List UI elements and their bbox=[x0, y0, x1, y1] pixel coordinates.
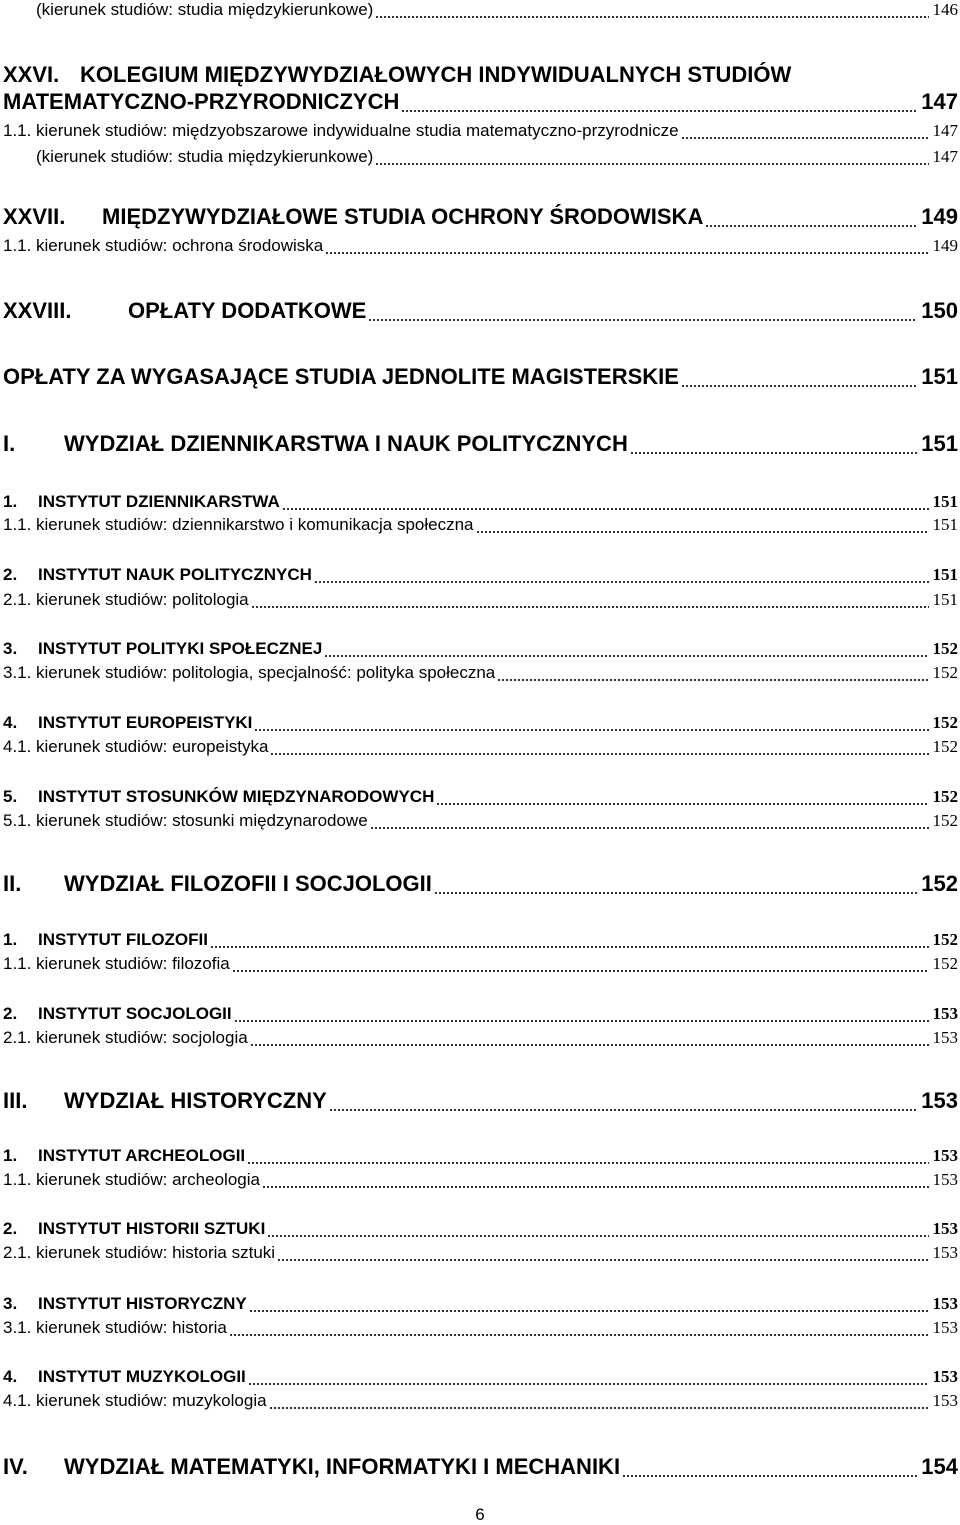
toc-title: INSTYTUT STOSUNKÓW MIĘDZYNARODOWYCH bbox=[38, 787, 435, 806]
toc-institute[interactable] bbox=[0, 1213, 960, 1237]
toc-leader-dots bbox=[270, 753, 929, 755]
toc-leader-dots bbox=[314, 581, 929, 583]
toc-page-number: 153 bbox=[932, 1318, 958, 1337]
toc-title: OPŁATY DODATKOWE bbox=[128, 298, 367, 323]
toc-field[interactable] bbox=[0, 805, 960, 829]
toc-number: 3.1. bbox=[3, 1318, 32, 1337]
toc-page-number: 153 bbox=[932, 1367, 958, 1386]
toc-leader-dots bbox=[325, 252, 929, 254]
toc-leader-dots bbox=[630, 452, 917, 454]
toc-institute[interactable] bbox=[0, 781, 960, 805]
toc-field[interactable] bbox=[0, 509, 960, 533]
toc-title: INSTYTUT FILOZOFII bbox=[38, 930, 208, 949]
toc-page-number: 146 bbox=[932, 0, 958, 19]
toc-leader-dots bbox=[251, 606, 929, 608]
toc-field[interactable] bbox=[0, 115, 960, 139]
toc-title: INSTYTUT NAUK POLITYCZNYCH bbox=[38, 565, 312, 584]
toc-title: INSTYTUT HISTORII SZTUKI bbox=[38, 1219, 266, 1238]
toc-institute[interactable] bbox=[0, 1361, 960, 1385]
toc-title: kierunek studiów: filozofia bbox=[36, 954, 230, 973]
toc-institute[interactable] bbox=[0, 633, 960, 657]
toc-number: IV. bbox=[3, 1454, 28, 1479]
toc-page-number: 153 bbox=[932, 1004, 958, 1023]
toc-title: kierunek studiów: politologia, specjalność: polityka społeczna bbox=[36, 663, 496, 682]
toc-page-number: 147 bbox=[932, 121, 958, 140]
toc-page-number: 153 bbox=[921, 1088, 958, 1113]
toc-number: 2. bbox=[3, 565, 18, 584]
toc-title: INSTYTUT SOCJOLOGII bbox=[38, 1004, 232, 1023]
toc-field[interactable] bbox=[0, 657, 960, 681]
toc-section[interactable] bbox=[0, 204, 960, 228]
toc-leader-dots bbox=[277, 1259, 929, 1261]
toc-page-number: 152 bbox=[932, 737, 958, 756]
toc-leader-dots bbox=[681, 385, 917, 387]
toc-number: 1.1. bbox=[3, 121, 32, 140]
toc-number: 1.1. bbox=[3, 1170, 32, 1189]
toc-page-number: 152 bbox=[921, 871, 958, 896]
toc-page-number: 149 bbox=[932, 236, 958, 255]
toc-institute[interactable] bbox=[0, 924, 960, 948]
toc-page-number: 149 bbox=[921, 204, 958, 229]
toc-title: (kierunek studiów: studia międzykierunkowe) bbox=[36, 0, 374, 19]
toc-institute[interactable] bbox=[0, 1140, 960, 1164]
toc-leader-dots bbox=[262, 1186, 929, 1188]
toc-page-number: 151 bbox=[932, 565, 958, 584]
toc-page-number: 152 bbox=[932, 663, 958, 682]
toc-leader-dots bbox=[375, 16, 929, 18]
toc-number: 4.1. bbox=[3, 737, 32, 756]
toc-institute[interactable] bbox=[0, 707, 960, 731]
toc-page-number: 151 bbox=[932, 492, 958, 511]
toc-title: kierunek studiów: politologia bbox=[36, 590, 249, 609]
toc-section[interactable] bbox=[0, 431, 960, 455]
toc-number: 1. bbox=[3, 930, 18, 949]
toc-number: 2. bbox=[3, 1219, 18, 1238]
toc-page-number: 152 bbox=[932, 930, 958, 949]
toc-number: 4.1. bbox=[3, 1391, 32, 1410]
toc-number: 4. bbox=[3, 713, 18, 732]
toc-title: OPŁATY ZA WYGASAJĄCE STUDIA JEDNOLITE MAGISTERSKIE bbox=[3, 364, 679, 389]
toc-field[interactable] bbox=[0, 1164, 960, 1188]
page-number: 6 bbox=[475, 1505, 485, 1524]
toc-title: WYDZIAŁ MATEMATYKI, INFORMATYKI I MECHANIKI bbox=[64, 1454, 621, 1479]
toc-page-number: 153 bbox=[932, 1028, 958, 1047]
toc-field[interactable] bbox=[0, 584, 960, 608]
toc-section[interactable] bbox=[0, 871, 960, 895]
toc-number: 1.1. bbox=[3, 954, 32, 973]
toc-page-number: 154 bbox=[921, 1454, 958, 1479]
toc-number: XXVI. bbox=[3, 62, 60, 87]
toc-page-number: 152 bbox=[932, 954, 958, 973]
toc-page-number: 152 bbox=[932, 811, 958, 830]
toc-page-number: 153 bbox=[932, 1170, 958, 1189]
toc-number: 5.1. bbox=[3, 811, 32, 830]
toc-leader-dots bbox=[401, 110, 917, 112]
toc-field[interactable] bbox=[0, 731, 960, 755]
toc-title: INSTYTUT HISTORYCZNY bbox=[38, 1294, 247, 1313]
toc-leader-dots bbox=[705, 225, 917, 227]
toc-number: 1. bbox=[3, 1146, 18, 1165]
toc-field[interactable] bbox=[0, 230, 960, 254]
toc-institute[interactable] bbox=[0, 1288, 960, 1312]
toc-title: MIĘDZYWYDZIAŁOWE STUDIA OCHRONY ŚRODOWISKA bbox=[102, 204, 704, 229]
toc-page-number: 150 bbox=[921, 298, 958, 323]
toc-title: kierunek studiów: historia sztuki bbox=[36, 1243, 276, 1262]
toc-leader-dots bbox=[250, 1044, 929, 1046]
toc-title: INSTYTUT DZIENNIKARSTWA bbox=[38, 492, 280, 511]
toc-leader-dots bbox=[434, 892, 917, 894]
toc-title: WYDZIAŁ HISTORYCZNY bbox=[64, 1088, 327, 1113]
toc-leader-dots bbox=[476, 531, 929, 533]
toc-field[interactable] bbox=[0, 1312, 960, 1336]
toc-section[interactable] bbox=[0, 298, 960, 322]
toc-page-number: 147 bbox=[921, 89, 958, 114]
toc-page-number: 152 bbox=[932, 639, 958, 658]
toc-title: INSTYTUT ARCHEOLOGII bbox=[38, 1146, 246, 1165]
toc-number: 1. bbox=[3, 492, 18, 511]
toc-title: WYDZIAŁ DZIENNIKARSTWA I NAUK POLITYCZNYCH bbox=[64, 431, 628, 456]
toc-leader-dots bbox=[370, 827, 929, 829]
toc-title: kierunek studiów: socjologia bbox=[36, 1028, 248, 1047]
toc-number: XXVII. bbox=[3, 204, 66, 229]
toc-field[interactable] bbox=[0, 141, 960, 165]
toc-number: XXVIII. bbox=[3, 298, 72, 323]
toc-field[interactable] bbox=[0, 948, 960, 972]
toc-page-number: 153 bbox=[932, 1294, 958, 1313]
toc-institute[interactable] bbox=[0, 486, 960, 510]
toc-leader-dots bbox=[368, 319, 917, 321]
toc-leader-dots bbox=[375, 163, 929, 165]
toc-title: kierunek studiów: dziennikarstwo i komunikacja społeczna bbox=[36, 515, 474, 534]
toc-institute[interactable] bbox=[0, 998, 960, 1022]
toc-title: kierunek studiów: europeistyka bbox=[36, 737, 269, 756]
toc-leader-dots bbox=[681, 137, 929, 139]
toc-title: kierunek studiów: stosunki międzynarodowe bbox=[36, 811, 368, 830]
toc-page-number: 151 bbox=[921, 431, 958, 456]
toc-page-number: 152 bbox=[932, 787, 958, 806]
toc-leader-dots bbox=[329, 1109, 917, 1111]
toc-page-number: 153 bbox=[932, 1219, 958, 1238]
toc-field[interactable] bbox=[0, 1385, 960, 1409]
toc-number: 3. bbox=[3, 1294, 18, 1313]
toc-title: kierunek studiów: ochrona środowiska bbox=[36, 236, 324, 255]
toc-page-number: 151 bbox=[932, 515, 958, 534]
toc-number: II. bbox=[3, 871, 22, 896]
toc-title: kierunek studiów: archeologia bbox=[36, 1170, 260, 1189]
toc-leader-dots bbox=[497, 679, 929, 681]
toc-leader-dots bbox=[229, 1334, 929, 1336]
toc-title: kierunek studiów: międzyobszarowe indywidualne studia matematyczno-przyrodnicze bbox=[36, 121, 679, 140]
toc-title: INSTYTUT POLITYKI SPOŁECZNEJ bbox=[38, 639, 323, 658]
toc-number: III. bbox=[3, 1088, 28, 1113]
toc-section[interactable] bbox=[0, 364, 960, 388]
toc-section[interactable] bbox=[0, 89, 960, 113]
toc-page-number: 153 bbox=[932, 1243, 958, 1262]
toc-number: 4. bbox=[3, 1367, 18, 1386]
toc-leader-dots bbox=[622, 1475, 917, 1477]
toc-number: 2.1. bbox=[3, 1028, 32, 1047]
toc-number: 1.1. bbox=[3, 236, 32, 255]
toc-page-number: 151 bbox=[921, 364, 958, 389]
toc-leader-dots bbox=[269, 1407, 929, 1409]
toc-section[interactable] bbox=[0, 62, 960, 86]
toc-title: INSTYTUT EUROPEISTYKI bbox=[38, 713, 253, 732]
toc-page-number: 147 bbox=[932, 147, 958, 166]
toc-title: KOLEGIUM MIĘDZYWYDZIAŁOWYCH INDYWIDUALNYCH STUDIÓW bbox=[80, 62, 792, 87]
toc-page-number: 153 bbox=[932, 1391, 958, 1410]
toc-number: 3. bbox=[3, 639, 18, 658]
toc-number: 2. bbox=[3, 1004, 18, 1023]
toc-number: 2.1. bbox=[3, 1243, 32, 1262]
toc-field[interactable] bbox=[0, 1237, 960, 1261]
toc-title: INSTYTUT MUZYKOLOGII bbox=[38, 1367, 246, 1386]
toc-number: 5. bbox=[3, 787, 18, 806]
toc-number: 3.1. bbox=[3, 663, 32, 682]
toc-title: WYDZIAŁ FILOZOFII I SOCJOLOGII bbox=[64, 871, 432, 896]
toc-section[interactable] bbox=[0, 1454, 960, 1478]
toc-institute[interactable] bbox=[0, 559, 960, 583]
toc-title: kierunek studiów: muzykologia bbox=[36, 1391, 267, 1410]
toc-title: (kierunek studiów: studia międzykierunkowe) bbox=[36, 147, 374, 166]
toc-number: 2.1. bbox=[3, 590, 32, 609]
toc-field[interactable] bbox=[0, 0, 960, 18]
toc-section[interactable] bbox=[0, 1088, 960, 1112]
toc-page-number: 153 bbox=[932, 1146, 958, 1165]
toc-title: MATEMATYCZNO-PRZYRODNICZYCH bbox=[3, 89, 400, 114]
toc-page-number: 151 bbox=[932, 590, 958, 609]
toc-page-number: 152 bbox=[932, 713, 958, 732]
toc-field[interactable] bbox=[0, 1022, 960, 1046]
toc-title: kierunek studiów: historia bbox=[36, 1318, 227, 1337]
toc-leader-dots bbox=[232, 970, 929, 972]
toc-number: I. bbox=[3, 431, 16, 456]
toc-number: 1.1. bbox=[3, 515, 32, 534]
